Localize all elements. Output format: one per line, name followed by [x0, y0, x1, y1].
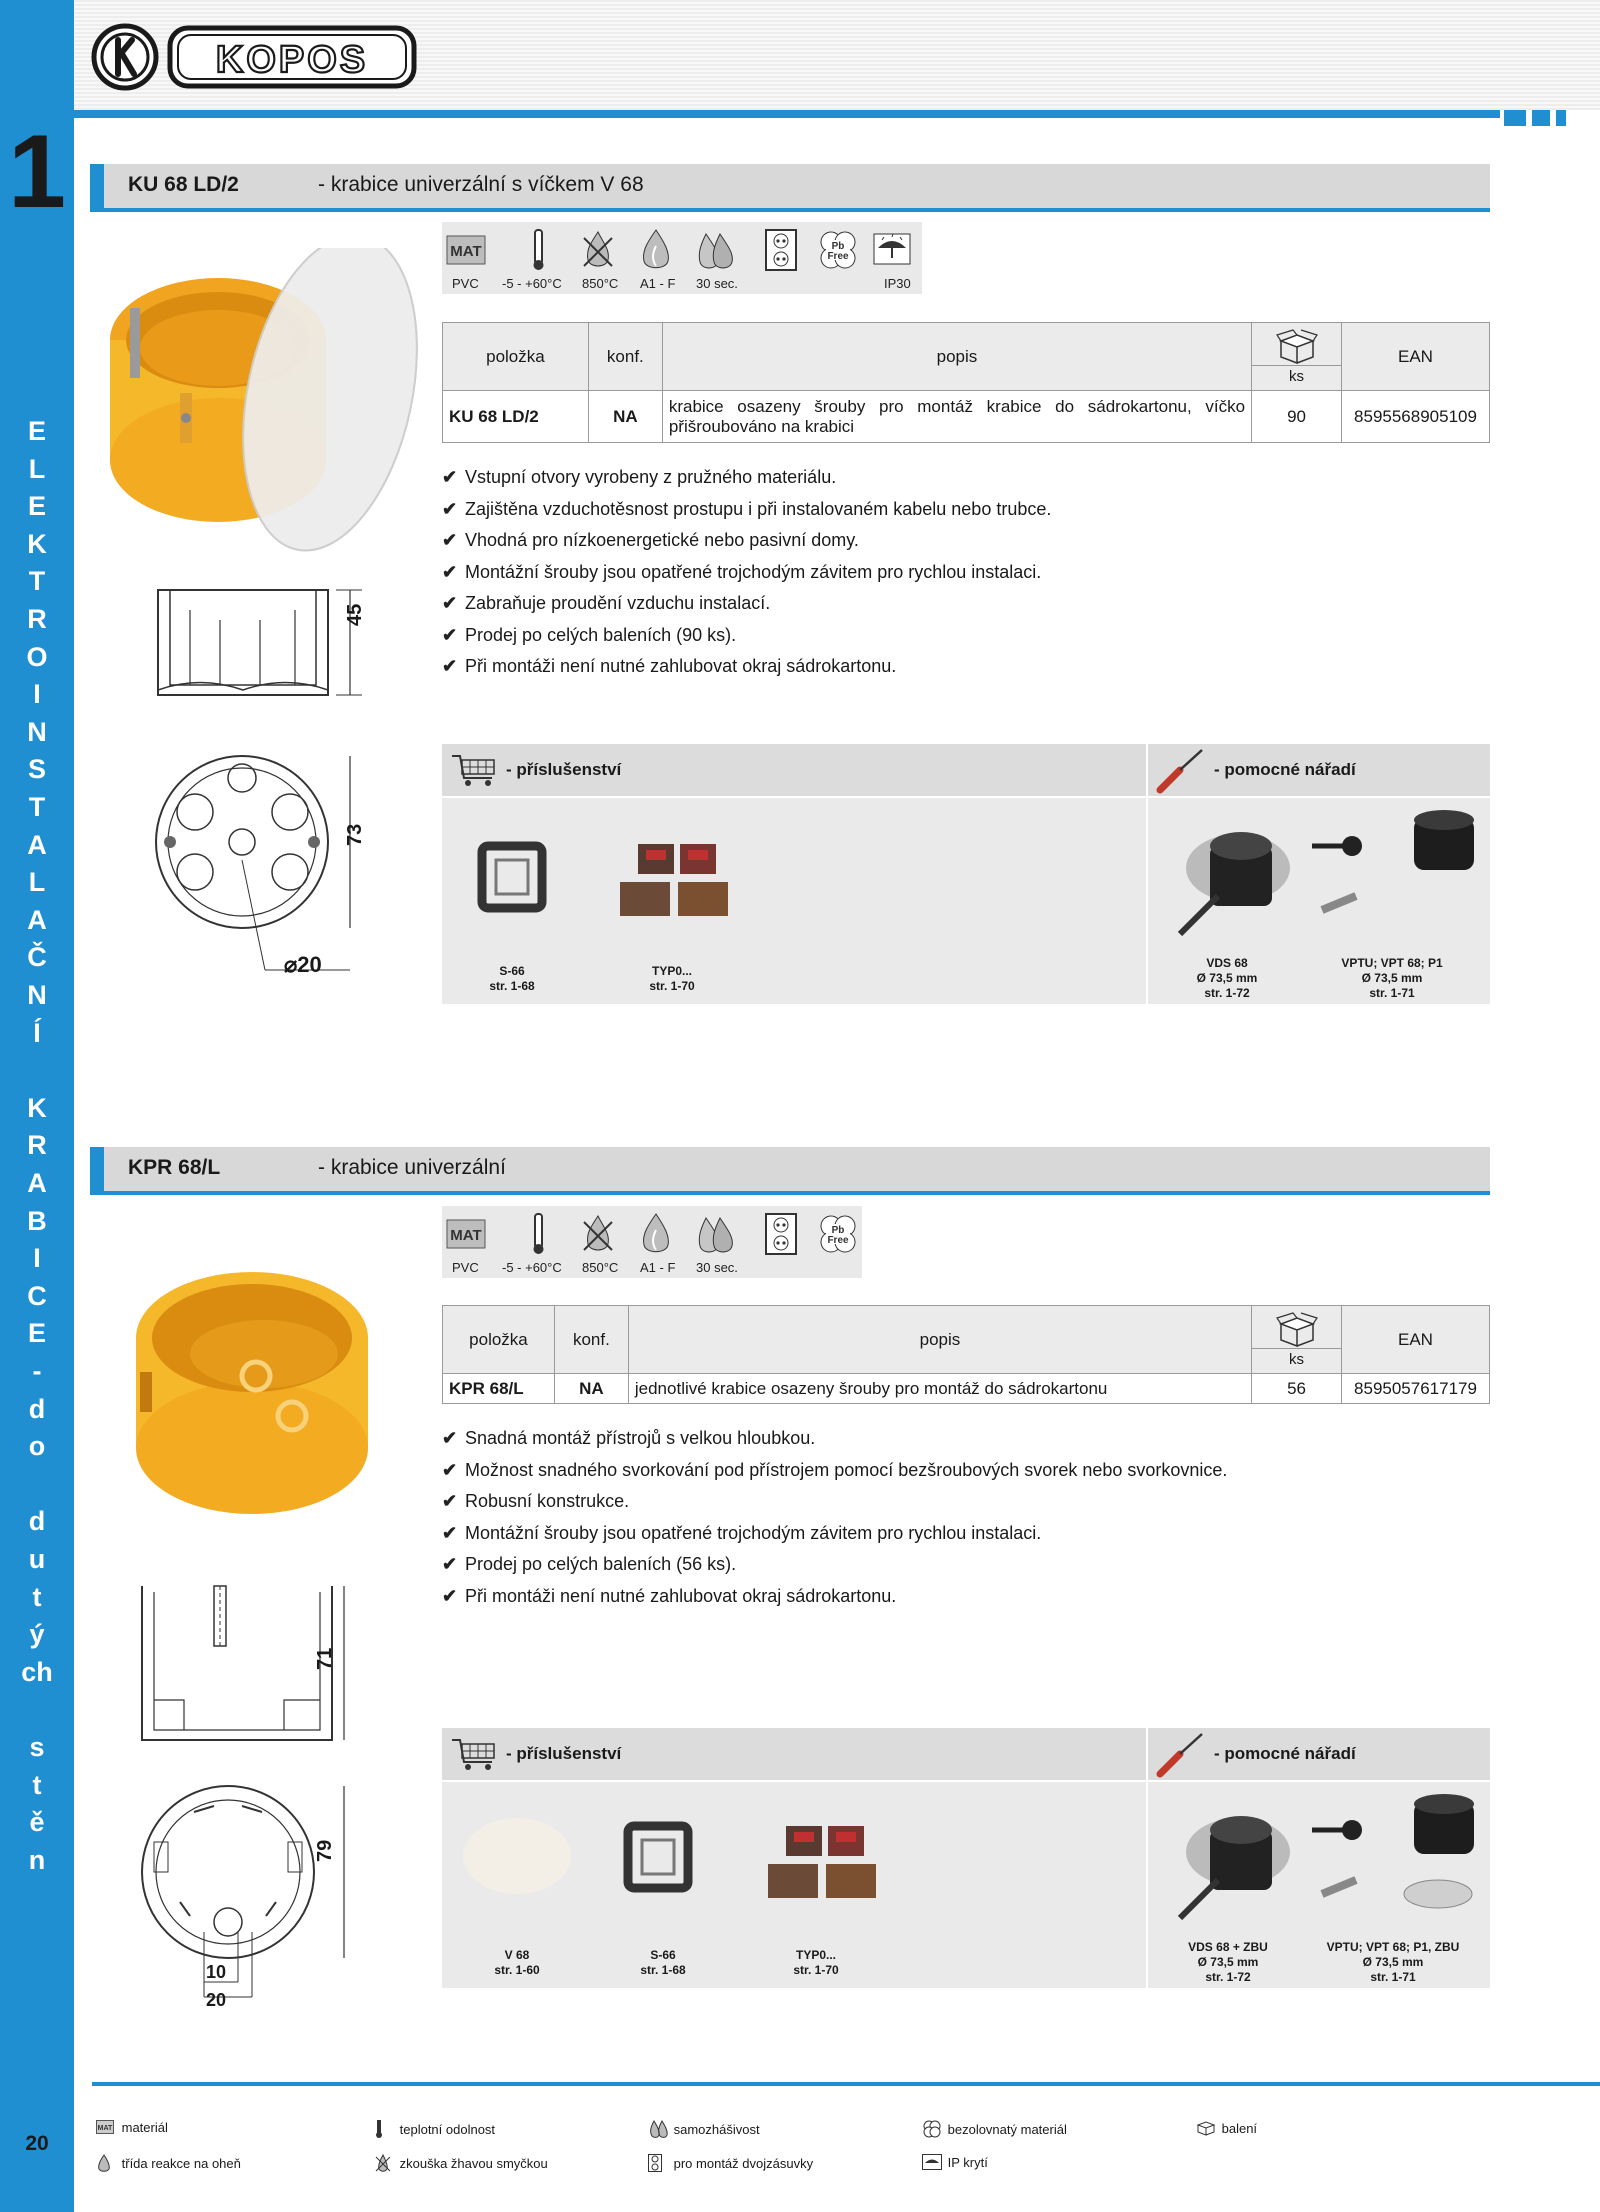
product-header [90, 1147, 1490, 1195]
legend-item: teplotní odolnost [374, 2120, 495, 2141]
sidebar-letter: N [27, 980, 47, 1010]
svg-text:Free: Free [827, 251, 849, 262]
sidebar-letter: K [27, 528, 47, 559]
top-accent-line [74, 110, 1500, 118]
product-description: - krabice univerzální [318, 1156, 506, 1179]
legend-item: pro montáž dvojzásuvky [648, 2154, 813, 2175]
label-reaction: A1 - F [640, 276, 676, 291]
dimension-d2: 20 [206, 1990, 227, 2010]
sidebar-letter: s [29, 1732, 45, 1762]
self-extinguish-icon [694, 228, 734, 272]
accessories-title: - příslušenství [506, 760, 622, 779]
legend-item: samozhášivost [648, 2120, 760, 2141]
screwdriver-icon [1156, 748, 1206, 794]
sidebar-letter: - [32, 1356, 42, 1386]
ip-icon-cell [862, 222, 922, 294]
sidebar-letter: B [27, 1205, 47, 1236]
tool-label: VPTU; VPT 68; P1, ZBU Ø 73,5 mm str. 1-71 [1326, 1940, 1460, 1984]
check-icon: ✔ [442, 593, 458, 613]
v68-lid-image [460, 1814, 574, 1898]
check-icon: ✔ [442, 467, 458, 487]
sidebar-letter: N [27, 716, 47, 747]
typ0-connector-image [618, 842, 734, 920]
ip-icon [872, 228, 912, 272]
header-accent [90, 1147, 104, 1191]
ip-icon [922, 2154, 944, 2173]
dimension-height: 71 [314, 1647, 336, 1670]
product-code: KPR 68/L [128, 1156, 221, 1179]
accessories-box [442, 744, 1490, 1004]
sidebar-letter: d [28, 1393, 46, 1424]
double-socket-icon [762, 228, 802, 272]
sidebar-letter: E [27, 416, 46, 446]
cart-icon [450, 1736, 500, 1772]
feature-list [442, 462, 1051, 683]
sidebar-letter: ě [29, 1807, 45, 1838]
product-photo [116, 1262, 396, 1522]
list-item: ✔ Prodej po celých baleních (90 ks). [442, 620, 1051, 652]
mat-icon [96, 2120, 118, 2137]
sidebar-letter: u [28, 1544, 46, 1574]
col-header-ks [1252, 323, 1342, 391]
svg-text:Free: Free [827, 1235, 849, 1246]
sidebar-letter: I [33, 679, 41, 710]
table-row [443, 1374, 1490, 1404]
sidebar-letter: n [28, 1844, 46, 1875]
accessory-label: TYP0... str. 1-70 [649, 964, 695, 993]
legend-item: IP krytí [922, 2154, 988, 2173]
mat-icon [446, 1212, 486, 1256]
accessories-box [442, 1728, 1490, 1988]
cart-icon [450, 752, 500, 788]
col-header-ean: EAN [1341, 1306, 1489, 1374]
check-icon: ✔ [442, 561, 458, 582]
table-row [443, 391, 1490, 443]
flame-icon [636, 1212, 676, 1256]
list-item: ✔ Robusní konstrukce. [442, 1486, 1227, 1518]
svg-text:MAT: MAT [450, 243, 482, 260]
property-icons [442, 1206, 862, 1278]
list-item: ✔ Montážní šrouby jsou opatřené trojchodým závitem pro rychlou instalaci. [442, 1518, 1227, 1550]
list-item: ✔ Snadná montáž přístrojů s velkou hloubkou. [442, 1423, 1227, 1455]
logo-text: KOPOS [215, 39, 369, 81]
top-view-drawing [150, 750, 380, 990]
accessory-label: TYP0... str. 1-70 [793, 1948, 839, 1977]
divider [1146, 744, 1148, 1004]
label-material: PVC [452, 1260, 479, 1275]
svg-text:MAT: MAT [450, 1227, 482, 1244]
sidebar-letter: o [28, 1431, 46, 1462]
col-header-ks [1252, 1306, 1342, 1374]
cell-ean: 8595568905109 [1341, 391, 1489, 443]
check-icon: ✔ [442, 1585, 458, 1606]
sidebar-letter: K [27, 1092, 47, 1123]
sidebar-letter: A [27, 1168, 47, 1198]
product-description: - krabice univerzální s víčkem V 68 [318, 173, 644, 196]
check-icon: ✔ [442, 1554, 458, 1574]
legend-item: bezolovnatý materiál [922, 2120, 1067, 2141]
desc-line: přišroubováno na krabici [668, 416, 855, 436]
double-socket-icon [762, 1212, 802, 1256]
package-icon [1275, 1312, 1319, 1348]
sidebar-letter: E [27, 1318, 46, 1349]
chapter-number: 1 [8, 114, 66, 230]
desc-line: krabice osazeny šrouby pro montáž krabice do sádrokartonu, víčko [668, 396, 1246, 416]
typ0-connector-image [766, 1824, 882, 1902]
self-extinguish-icon [694, 1212, 734, 1256]
svg-text:Pb: Pb [831, 1225, 845, 1236]
svg-text:MAT: MAT [97, 2125, 113, 2133]
label-glow-wire: 850°C [582, 276, 619, 291]
list-item: ✔ Vhodná pro nízkoenergetické nebo pasivní domy. [442, 525, 1051, 557]
cell-ks: 90 [1252, 391, 1342, 443]
property-icons [442, 222, 862, 294]
dimension-d1: 10 [206, 1962, 227, 1982]
flame-icon [636, 228, 676, 272]
product-table [442, 322, 1490, 443]
kopos-logo [90, 22, 430, 92]
dimension-height: 45 [344, 603, 366, 626]
product-table [442, 1305, 1490, 1404]
dimension-hole: ⌀20 [284, 952, 322, 977]
list-item: ✔ Zajištěna vzduchotěsnost prostupu i při instalovaném kabelu nebo trubce. [442, 494, 1051, 526]
sidebar-letter: S [27, 754, 46, 785]
cell-desc [662, 391, 1251, 443]
hole-saw-image [1168, 816, 1298, 946]
top-view-drawing [134, 1782, 364, 2012]
glow-wire-icon [374, 2154, 396, 2175]
cell-item: KU 68 LD/2 [443, 391, 589, 443]
sidebar-letter: R [27, 1130, 47, 1161]
dimension-diameter: 79 [314, 1839, 336, 1862]
label-glow-wire: 850°C [582, 1260, 619, 1275]
label-material: PVC [452, 276, 479, 291]
flame-icon [96, 2154, 118, 2175]
check-icon: ✔ [442, 624, 458, 645]
header-accent [90, 164, 104, 208]
side-view-drawing [134, 1580, 364, 1760]
product-photo [100, 248, 430, 578]
s66-frame-image [476, 840, 548, 914]
legend-item: MAT materiál [96, 2120, 168, 2137]
tool-label: VPTU; VPT 68; P1 Ø 73,5 mm str. 1-71 [1341, 956, 1443, 1000]
divider [1146, 1728, 1148, 1988]
label-temperature: -5 - +60°C [502, 276, 562, 291]
accessory-label: V 68 str. 1-60 [494, 1948, 540, 1977]
list-item: ✔ Při montáži není nutné zahlubovat okraj sádrokartonu. [442, 651, 1051, 683]
sidebar-letter: d [28, 1506, 46, 1537]
label-temperature: -5 - +60°C [502, 1260, 562, 1275]
sidebar-letter: T [28, 566, 46, 597]
cell-conf: NA [554, 1374, 628, 1404]
legend-line [92, 2082, 1600, 2086]
check-icon: ✔ [442, 656, 458, 676]
list-item: ✔ Prodej po celých baleních (56 ks). [442, 1549, 1227, 1581]
col-header-item: položka [443, 1306, 555, 1374]
check-icon: ✔ [442, 498, 458, 519]
sidebar-letter: t [32, 1581, 42, 1612]
feature-list [442, 1423, 1227, 1612]
accessory-label: S-66 str. 1-68 [489, 964, 535, 993]
legend-item: třída reakce na oheň [96, 2154, 241, 2175]
glow-wire-icon [578, 1212, 618, 1256]
page-number: 20 [25, 2132, 49, 2155]
list-item: ✔ Při montáži není nutné zahlubovat okraj sádrokartonu. [442, 1581, 1227, 1613]
cell-ean: 8595057617179 [1341, 1374, 1489, 1404]
label-ip: IP30 [884, 276, 911, 291]
col-header-conf: konf. [554, 1306, 628, 1374]
check-icon: ✔ [442, 1491, 458, 1511]
legend-item: zkouška žhavou smyčkou [374, 2154, 548, 2175]
svg-text:Pb: Pb [831, 241, 845, 252]
check-icon: ✔ [442, 1522, 458, 1543]
ks-label: ks [1252, 365, 1341, 387]
hole-saw-image [1168, 1800, 1298, 1930]
tool-label: VDS 68 + ZBU Ø 73,5 mm str. 1-72 [1188, 1940, 1268, 1984]
tools-title: - pomocné nářadí [1214, 760, 1356, 779]
sidebar-letter: O [26, 641, 48, 672]
check-icon: ✔ [442, 1428, 458, 1448]
list-item: ✔ Zabraňuje proudění vzduchu instalací. [442, 588, 1051, 620]
side-view-drawing [150, 580, 380, 710]
accessories-title: - příslušenství [506, 1744, 622, 1763]
sidebar-letter: A [27, 829, 47, 860]
tool-label: VDS 68 Ø 73,5 mm str. 1-72 [1196, 956, 1258, 1000]
ks-label: ks [1252, 1348, 1341, 1370]
label-reaction: A1 - F [640, 1260, 676, 1275]
sidebar-letter: ý [29, 1619, 45, 1650]
col-header-desc: popis [662, 323, 1251, 391]
icon-legend [74, 2082, 1600, 2212]
sidebar-letter: T [28, 792, 46, 822]
sidebar-letter: ch [21, 1656, 53, 1687]
s66-frame-image [622, 1820, 694, 1894]
sidebar-letter: E [27, 491, 46, 522]
check-icon: ✔ [442, 530, 458, 550]
dimension-diameter: 73 [344, 823, 366, 846]
sidebar-letter: L [28, 453, 46, 484]
accent-square [1504, 110, 1526, 126]
accent-square [1556, 110, 1566, 126]
lead-free-icon [922, 2120, 944, 2141]
list-item: ✔ Vstupní otvory vyrobeny z pružného materiálu. [442, 462, 1051, 494]
cell-desc: jednotlivé krabice osazeny šrouby pro montáž do sádrokartonu [628, 1374, 1251, 1404]
sidebar-letter: A [27, 904, 47, 935]
col-header-conf: konf. [588, 323, 662, 391]
sidebar-letter: L [28, 867, 46, 898]
thermometer-icon [374, 2120, 396, 2141]
list-item: ✔ Možnost snadného svorkování pod přístrojem pomocí bezšroubových svorek nebo svorkovnice. [442, 1455, 1227, 1487]
sidebar-letter: C [27, 1280, 47, 1311]
col-header-desc: popis [628, 1306, 1251, 1374]
package-icon [1275, 329, 1319, 365]
tools-title: - pomocné nářadí [1214, 1744, 1356, 1763]
legend-item: balení [1196, 2120, 1257, 2139]
accessory-label: S-66 str. 1-68 [640, 1948, 686, 1977]
lead-free-icon [818, 228, 858, 272]
col-header-ean: EAN [1341, 323, 1489, 391]
lead-free-icon [818, 1212, 858, 1256]
thermometer-icon [518, 228, 558, 272]
sidebar-letter: Í [33, 1017, 41, 1048]
glow-wire-icon [578, 228, 618, 272]
sidebar-letter: R [27, 604, 47, 634]
product-code: KU 68 LD/2 [128, 173, 239, 196]
product-header [90, 164, 1490, 212]
col-header-item: položka [443, 323, 589, 391]
sidebar-letter: Č [27, 942, 47, 973]
double-socket-icon [648, 2154, 670, 2175]
mat-icon [446, 228, 486, 272]
cell-item: KPR 68/L [443, 1374, 555, 1404]
drill-bits-image [1302, 810, 1492, 930]
package-icon [1196, 2120, 1218, 2139]
check-icon: ✔ [442, 1459, 458, 1480]
cell-conf: NA [588, 391, 662, 443]
self-extinguish-icon [648, 2120, 670, 2141]
label-self-extinguish: 30 sec. [696, 1260, 738, 1275]
cell-ks: 56 [1252, 1374, 1342, 1404]
thermometer-icon [518, 1212, 558, 1256]
sidebar-letter: t [32, 1769, 42, 1800]
list-item: ✔ Montážní šrouby jsou opatřené trojchodým závitem pro rychlou instalaci. [442, 557, 1051, 589]
sidebar-letter: I [33, 1243, 41, 1274]
accent-square [1532, 110, 1550, 126]
screwdriver-icon [1156, 1732, 1206, 1778]
label-self-extinguish: 30 sec. [696, 276, 738, 291]
drill-bits-image [1302, 1794, 1492, 1924]
